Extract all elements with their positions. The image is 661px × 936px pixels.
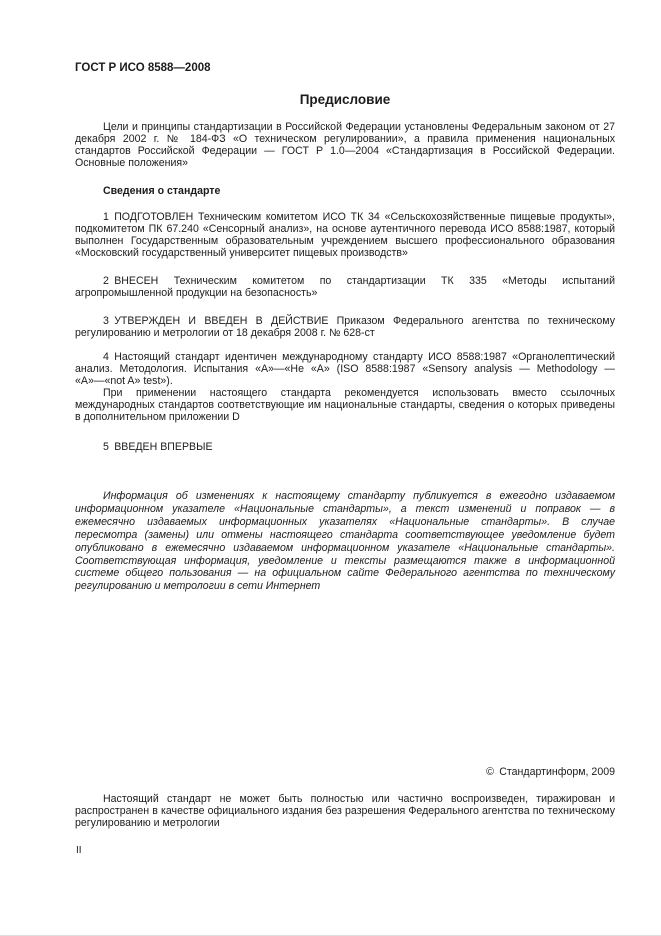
doc-number: ГОСТ Р ИСО 8588—2008 — [75, 62, 211, 74]
availability-note: Информация об изменениях к настоящему стандарту публикуется в ежегодно издаваемом информационном указателе «Национальные стандарты», а текст изменений и поправок — в ежемесячно издаваемых информационных указателях «Национальные стандарты». В случае пересмотра (замены) или отмены настоящего стандарта соответствующее уведомление будет опубликовано в ежемесячно издаваемом информационном указателе «Национальные стандарты». Соответствующая информация, уведомление и тексты размещаются также в информационной системе общего пользования — на официальном сайте Федерального агентства по техническому регулированию и метрологии в сети Интернет — [75, 490, 618, 593]
section-heading: Сведения о стандарте — [103, 185, 221, 197]
foreword-item-1: 1 ПОДГОТОВЛЕН Техническим комитетом ИСО ТК 34 «Сельскохозяйственные пищевые продукты», подкомитетом ПК 67.240 «Сенсорный анализ», на основе аутентичного перевода ИСО 8588:1987, который выполнен Государственным образовательным учреждением высшего профессионального образования «Московский государственный университет пищевых производств» — [75, 211, 618, 259]
foreword-item-4: 4 Настоящий стандарт идентичен международному стандарту ИСО 8588:1987 «Органолептический анализ. Методология. Испытания «А»—«Не «А» (ISO 8588:1987 «Sensory analysis — Methodology — «А»—«not A» test»). — [75, 351, 618, 387]
foreword-item-3: 3 УТВЕРЖДЕН И ВВЕДЕН В ДЕЙСТВИЕ Приказом Федерального агентства по техническому регулированию и метрологии от 18 декабря 2008 г. № 628-ст — [75, 315, 618, 339]
copyright-line: © Стандартинформ, 2009 — [486, 766, 615, 778]
page-number: II — [76, 845, 82, 856]
page-title: Предисловие — [299, 92, 391, 107]
intro-paragraph: Цели и принципы стандартизации в Российской Федерации установлены Федеральным законом от 27 декабря 2002 г. № 184-ФЗ «О техническом регулировании», а правила применения национальных стандартов Российской Федерации — ГОСТ Р 1.0—2004 «Стандартизация в Российской Федерации. Основные положения» — [75, 121, 618, 169]
foreword-item-5: 5 ВВЕДЕН ВПЕРВЫЕ — [103, 441, 213, 453]
restriction-paragraph: Настоящий стандарт не может быть полностью или частично воспроизведен, тиражирован и распространен в качестве официального издания без разрешения Федерального агентства по техническому регулированию и метрологии — [75, 793, 618, 829]
foreword-item-4-note: При применении настоящего стандарта рекомендуется использовать вместо ссылочных международных стандартов соответствующие им национальные стандарты, сведения о которых приведены в дополнительном приложении D — [75, 387, 618, 423]
foreword-item-2: 2 ВНЕСЕН Техническим комитетом по стандартизации ТК 335 «Методы испытаний агропромышленной продукции на безопасность» — [75, 275, 618, 299]
